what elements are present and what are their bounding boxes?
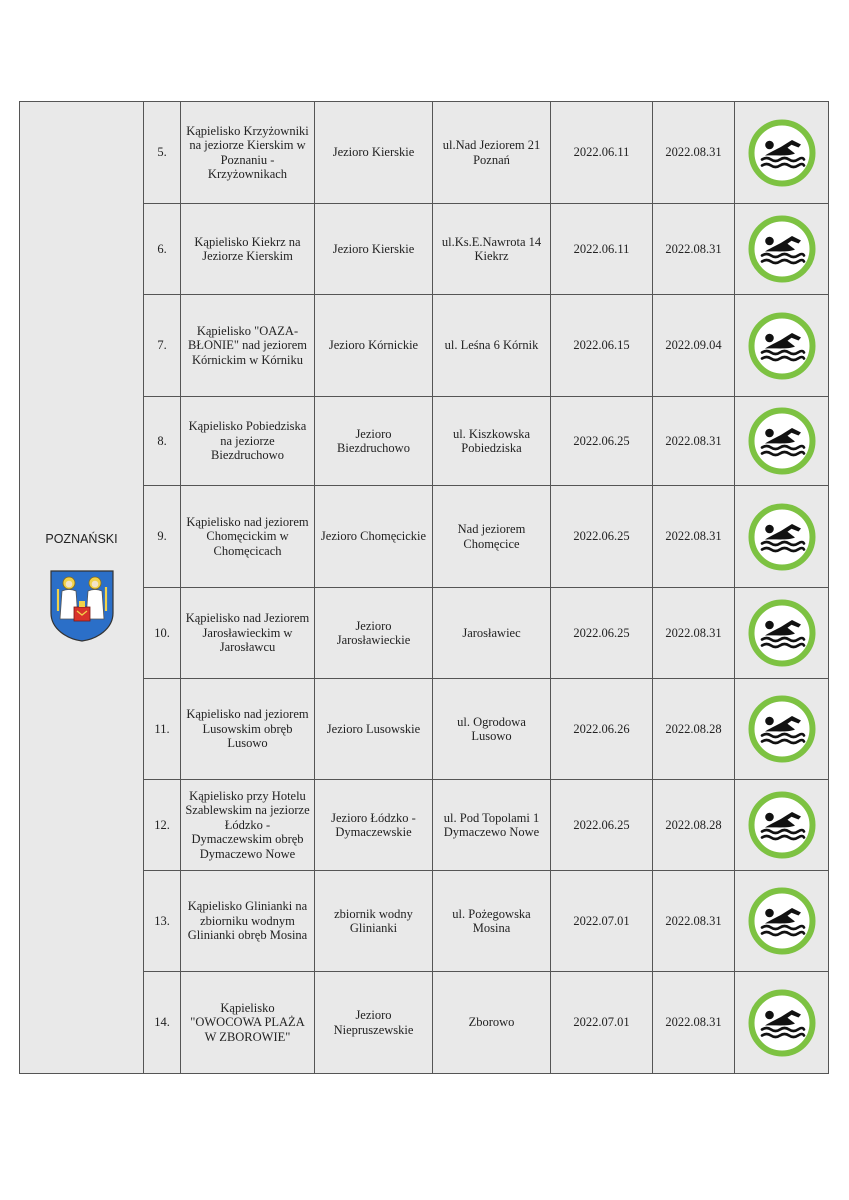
water-body-cell: Jezioro Kierskie — [315, 102, 433, 204]
site-name-cell: Kąpielisko nad jeziorem Chomęcickim w Chomęcicach — [181, 486, 315, 588]
season-end-cell: 2022.08.31 — [653, 397, 735, 486]
site-name-cell: Kąpielisko nad jeziorem Lusowskim obręb Lusowo — [181, 679, 315, 780]
season-start-cell: 2022.06.26 — [551, 679, 653, 780]
badge-cell — [735, 397, 829, 486]
swimming-allowed-icon — [748, 312, 816, 380]
season-start-cell: 2022.06.25 — [551, 486, 653, 588]
swimming-allowed-icon — [748, 887, 816, 955]
season-end-cell: 2022.08.28 — [653, 679, 735, 780]
water-body-cell: Jezioro Lusowskie — [315, 679, 433, 780]
site-name-cell: Kąpielisko przy Hotelu Szablewskim na jeziorze Łódzko - Dymaczewskim obręb Dymaczewo Nowe — [181, 780, 315, 871]
season-start-cell: 2022.07.01 — [551, 871, 653, 972]
site-name-cell: Kąpielisko Kiekrz na Jeziorze Kierskim — [181, 204, 315, 295]
season-end-cell: 2022.08.31 — [653, 204, 735, 295]
swimming-allowed-icon — [748, 791, 816, 859]
address-cell: ul. Kiszkowska Pobiedziska — [433, 397, 551, 486]
row-number-cell: 13. — [144, 871, 181, 972]
season-end-cell: 2022.08.31 — [653, 102, 735, 204]
badge-cell — [735, 204, 829, 295]
water-body-cell: zbiornik wodny Glinianki — [315, 871, 433, 972]
swimming-allowed-icon — [748, 989, 816, 1057]
row-number-cell: 9. — [144, 486, 181, 588]
badge-cell — [735, 972, 829, 1074]
water-body-cell: Jezioro Łódzko - Dymaczewskie — [315, 780, 433, 871]
address-cell: ul.Ks.E.Nawrota 14 Kiekrz — [433, 204, 551, 295]
water-body-cell: Jezioro Kórnickie — [315, 295, 433, 397]
table-row — [20, 102, 829, 204]
address-cell: Nad jeziorem Chomęcice — [433, 486, 551, 588]
badge-cell — [735, 486, 829, 588]
badge-cell — [735, 780, 829, 871]
water-body-cell: Jezioro Chomęcickie — [315, 486, 433, 588]
site-name-cell: Kąpielisko "OAZA-BŁONIE" nad jeziorem Kórnickim w Kórniku — [181, 295, 315, 397]
site-name-cell: Kąpielisko Krzyżowniki na jeziorze Kierskim w Poznaniu - Krzyżownikach — [181, 102, 315, 204]
row-number-cell: 6. — [144, 204, 181, 295]
swimming-allowed-icon — [748, 407, 816, 475]
swimming-allowed-icon — [748, 503, 816, 571]
row-number-cell: 5. — [144, 102, 181, 204]
season-start-cell: 2022.06.11 — [551, 204, 653, 295]
address-cell: ul.Nad Jeziorem 21 Poznań — [433, 102, 551, 204]
badge-cell — [735, 871, 829, 972]
row-number-cell: 10. — [144, 588, 181, 679]
swimming-allowed-icon — [748, 119, 816, 187]
season-start-cell: 2022.06.25 — [551, 780, 653, 871]
swimming-allowed-icon — [748, 215, 816, 283]
bathing-sites-table — [19, 101, 829, 1074]
water-body-cell: Jezioro Jarosławieckie — [315, 588, 433, 679]
season-start-cell: 2022.06.25 — [551, 397, 653, 486]
site-name-cell: Kąpielisko nad Jeziorem Jarosławieckim w Jarosławcu — [181, 588, 315, 679]
season-start-cell: 2022.06.25 — [551, 588, 653, 679]
address-cell: ul. Pod Topolami 1 Dymaczewo Nowe — [433, 780, 551, 871]
water-body-cell: Jezioro Kierskie — [315, 204, 433, 295]
season-end-cell: 2022.08.31 — [653, 588, 735, 679]
address-cell: ul. Pożegowska Mosina — [433, 871, 551, 972]
row-number-cell: 12. — [144, 780, 181, 871]
address-cell: Zborowo — [433, 972, 551, 1074]
table-body — [20, 102, 829, 1074]
season-start-cell: 2022.07.01 — [551, 972, 653, 1074]
badge-cell — [735, 679, 829, 780]
swimming-allowed-icon — [748, 695, 816, 763]
address-cell: Jarosławiec — [433, 588, 551, 679]
water-body-cell: Jezioro Niepruszewskie — [315, 972, 433, 1074]
season-end-cell: 2022.08.31 — [653, 486, 735, 588]
county-name: POZNAŃSKI — [45, 532, 118, 547]
season-end-cell: 2022.08.31 — [653, 972, 735, 1074]
swimming-allowed-icon — [748, 599, 816, 667]
badge-cell — [735, 588, 829, 679]
season-end-cell: 2022.08.28 — [653, 780, 735, 871]
row-number-cell: 11. — [144, 679, 181, 780]
season-start-cell: 2022.06.15 — [551, 295, 653, 397]
water-body-cell: Jezioro Biezdruchowo — [315, 397, 433, 486]
row-number-cell: 14. — [144, 972, 181, 1074]
poznan-county-coat-of-arms-icon — [49, 569, 115, 643]
county-cell — [20, 102, 144, 1074]
site-name-cell: Kąpielisko Pobiedziska na jeziorze Biezdruchowo — [181, 397, 315, 486]
row-number-cell: 8. — [144, 397, 181, 486]
address-cell: ul. Leśna 6 Kórnik — [433, 295, 551, 397]
badge-cell — [735, 102, 829, 204]
site-name-cell: Kąpielisko Glinianki na zbiorniku wodnym Glinianki obręb Mosina — [181, 871, 315, 972]
season-end-cell: 2022.08.31 — [653, 871, 735, 972]
badge-cell — [735, 295, 829, 397]
season-start-cell: 2022.06.11 — [551, 102, 653, 204]
address-cell: ul. Ogrodowa Lusowo — [433, 679, 551, 780]
row-number-cell: 7. — [144, 295, 181, 397]
season-end-cell: 2022.09.04 — [653, 295, 735, 397]
site-name-cell: Kąpielisko "OWOCOWA PLAŻA W ZBOROWIE" — [181, 972, 315, 1074]
